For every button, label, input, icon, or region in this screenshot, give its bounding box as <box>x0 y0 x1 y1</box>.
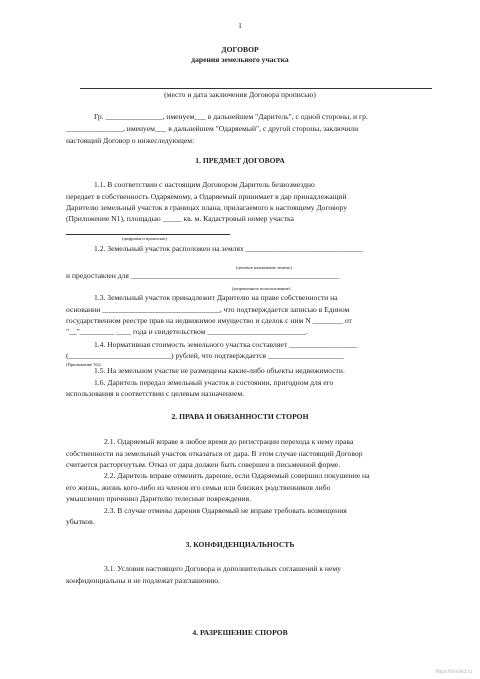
section3-heading: 3. КОНФИДЕНЦИАЛЬНОСТЬ <box>185 540 295 549</box>
page-number: 1 <box>238 21 242 30</box>
intro-line-3: настоящий Договор о нижеследующем: <box>66 136 195 145</box>
section2-heading: 2. ПРАВА И ОБЯЗАННОСТИ СТОРОН <box>171 412 309 421</box>
s3-line-1: 3.1. Условия настоящего Договора и дополнительных соглашений к нему <box>104 564 341 573</box>
intro-line-1: Гр. _______________, именуем___ в дальнейшем "Даритель", с одной стороны, и гр. <box>94 112 368 121</box>
s1-2b-line: и предоставлен для _______________________________________________________ <box>66 271 340 280</box>
s1-4-line-1: 1.4. Нормативная стоимость земельного участка составляет __________________ <box>94 340 358 349</box>
section1-heading: 1. ПРЕДМЕТ ДОГОВОРА <box>195 156 285 165</box>
watermark-text: https://blankid.ru <box>435 669 472 675</box>
s2-line-1: 2.1. Одаряемый вправе в любое время до регистрации перехода к нему права <box>104 437 354 446</box>
s1-6-line-1: 1.6. Даритель передал земельный участок в состоянии, пригодном для его <box>94 378 334 387</box>
s1-2-line: 1.2. Земельный участок расположен на землях _______________________________ <box>94 244 364 253</box>
s3-line-2: конфиденциальны и не подлежат разглашению. <box>66 576 220 585</box>
s1-3-line-1: 1.3. Земельный участок принадлежит Дарителю на праве собственности на <box>94 293 338 302</box>
s1-5-line: 1.5. На земельном участке не размещены какие-либо объекты недвижимости. <box>94 366 345 375</box>
document-title: ДОГОВОР <box>221 45 259 54</box>
place-date-line <box>80 88 432 89</box>
s1-line-3: Дарителю земельный участок в границах плана, прилагаемого к настоящему Договору <box>66 203 347 212</box>
s2-line-5: его жизнь, жизнь кого-либо из членов его семьи или близких родственников либо <box>66 483 331 492</box>
s1-line-4: (Приложение N1), площадью _____ кв. м. Кадастровый номер участка <box>66 214 294 223</box>
s1-line-2: передает в собственность Одаряемому, а Одаряемый принимает в дар принадлежащий <box>66 192 347 201</box>
caption-use: (разрешенное использование) <box>232 286 291 291</box>
s2-line-8: убытков. <box>66 517 95 526</box>
caption-purpose: (целевое назначение земель) <box>236 265 292 270</box>
s1-3-line-3: государственном реестре прав на недвижимое имущество и сделок с ним N ________ от <box>66 316 352 325</box>
s1-line-1: 1.1. В соответствии с настоящим Договором Даритель безвозмездно <box>94 180 315 189</box>
intro-line-2: _______________, именуем___ в дальнейшем "Одаряемый", с другой стороны, заключили <box>66 124 359 133</box>
s2-line-2: собственности на земельный участок отказаться от дара. В этом случае настоящий Договор <box>66 449 363 458</box>
s1-3-line-4: "__"_________ ____ года и свидетельством __________________________. <box>66 327 308 336</box>
caption-numbers: (цифрами и прописью) <box>122 236 167 241</box>
caption-appendix: (Приложение N2). <box>66 362 102 367</box>
s2-line-3: считается расторгнутым. Отказ от дара должен быть совершен в письменной форме. <box>66 460 341 469</box>
s2-line-6: умышленно причинил Дарителю телесные повреждения. <box>66 494 251 503</box>
s1-6-line-2: использования в соответствии с целевым назначением. <box>66 389 245 398</box>
s1-3-line-2: основании _______________________________, что подтверждается записью в Едином <box>66 305 350 314</box>
section4-heading: 4. РАЗРЕШЕНИЕ СПОРОВ <box>192 628 288 637</box>
document-subtitle: дарения земельного участка <box>191 55 289 64</box>
s1-4-line-2: (___________________________) рублей, что подтверждается ____________________ <box>66 351 344 360</box>
place-date-caption: (место и дата заключения Договора прописью) <box>164 90 316 99</box>
s2-line-4: 2.2. Даритель вправе отменить дарение, если Одаряемый совершил покушение на <box>104 471 370 480</box>
s2-line-7: 2.3. В случае отмены дарения Одаряемый не вправе требовать возмещения <box>104 506 347 515</box>
cadastral-number-line <box>66 234 230 235</box>
